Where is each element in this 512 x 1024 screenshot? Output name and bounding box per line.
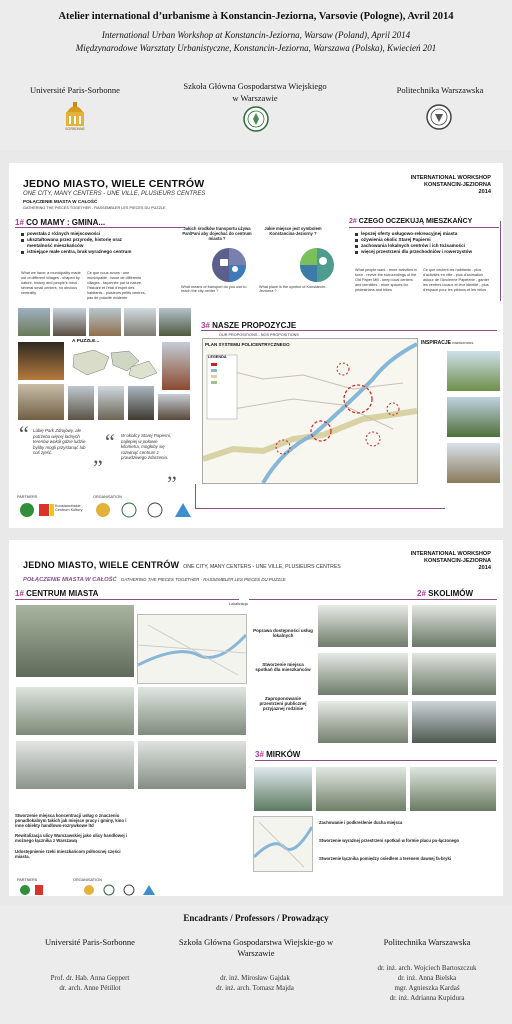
divider — [201, 330, 497, 331]
mirkow-note-3: Stworzenie łącznika pomiędzy osiedlem a terenem dawnej fa-bryki — [319, 856, 451, 861]
skolimow-render-5 — [317, 700, 409, 744]
board2-workshop-label: INTERNATIONAL WORKSHOP KONSTANCIN-JEZIORNA 2014 — [410, 551, 491, 571]
board1-subtitle-3: GATHERING THE PIECES TOGETHER - RASSEMBLER LES PIECES DU PUZZLE — [23, 206, 166, 210]
subtitle-polish: Międzynarodowe Warsztaty Urbanistyczne, Konstancin-Jeziorna, Warszawa (Polska), Kwiecień 201 — [75, 43, 437, 53]
centrum-note-1: Stworzenie miejsca koncentracji usług o znaczeniu ponadlokalnym takich jak miejsce pracy i gminy, kino i inne obiekty handlowo-rozrywkowe ltd — [15, 813, 127, 829]
survey-question-1-en: What means of transport do you use to reach the city center ? — [181, 285, 247, 293]
pw-seal-icon — [426, 104, 452, 130]
lokalizacja-label: Lokalizacja — [229, 602, 248, 606]
skolimow-render-1 — [317, 604, 409, 648]
photo-facade — [67, 385, 95, 421]
section-1-note-en: What we have: a municipality made out of different villages - shaped by nature, history and people's mind - several small centers, no obvious centrality — [21, 271, 81, 295]
organisation-label: ORGANISATION — [93, 495, 122, 499]
board2-section-2-heading: 2# SKOLIMÓW — [417, 589, 474, 598]
mirkow-location-map — [253, 816, 313, 872]
inspiracje-label: INSPIRACJE INSPIRATIONS — [421, 340, 474, 346]
centrum-note-2: Rewitalizacja ulicy Warszawskiej jako ulicy handlowej i możnego łącznika z Warszawą — [15, 833, 128, 844]
skolimow-photo — [411, 700, 497, 744]
centrum-location-map — [137, 614, 247, 684]
board1-title: JEDNO MIASTO, WIELE CENTRÓW — [23, 178, 205, 190]
mirkow-note-1: Zachowanie i podkreślenie ducha miejsca — [319, 820, 403, 825]
subtitle-english: International Urban Workshop at Konstancin-Jeziorna, Warsaw (Poland), April 2014 — [101, 30, 411, 40]
quote-close-icon: ” — [93, 455, 103, 480]
board1-subtitle: ONE CITY, MANY CENTERS - UNE VILLE, PLUSIEURS CENTRES — [23, 191, 206, 197]
divider — [195, 508, 445, 509]
centrum-render-2 — [137, 686, 247, 736]
transport-pie-icon — [209, 245, 249, 285]
organisation-logos — [95, 501, 195, 519]
section-1-heading: 1# CO MAMY : GMINA... — [15, 218, 106, 227]
partner-name: Konstancińskie Centrum Kultury — [55, 504, 83, 512]
centrum-render-4 — [137, 740, 247, 790]
symbol-pie-icon — [297, 245, 337, 285]
poster-title: Atelier international d’urbanisme à Konstancin-Jeziorna, Varsovie (Pologne), Avril 2014 — [58, 11, 454, 22]
skolimow-render-4 — [411, 652, 497, 696]
footer-university-sorbonne: Université Paris-Sorbonne — [45, 937, 135, 947]
skolimow-note-1: Poprawa dostępności usług lokalnych — [253, 628, 313, 638]
survey-question-2-en: What place is the symbol of Konstancin-Jeziorna ? — [259, 285, 327, 293]
divider — [349, 227, 499, 228]
mirkow-render-2 — [409, 766, 497, 812]
photo-ruins — [127, 385, 155, 421]
quote-open-icon: “ — [105, 429, 115, 454]
photo-path — [97, 385, 125, 421]
professors-heading: Encadrants / Professors / Prowadzący — [183, 913, 329, 923]
photo-park — [17, 307, 51, 337]
sggw-seal-icon — [243, 106, 269, 132]
poster-footer — [0, 905, 512, 1024]
organisation-label: ORGANISATION — [73, 878, 102, 882]
partners-label: PARTNERS — [17, 878, 38, 882]
quote-open-icon: “ — [19, 421, 29, 446]
sorbonne-logo-icon: SORBONNE — [62, 100, 88, 134]
partners-label: PARTNERS — [17, 495, 38, 499]
board2-title: JEDNO MIASTO, WIELE CENTRÓW ONE CITY, MANY CENTERS - UNE VILLE, PLUSIEURS CENTRES — [23, 560, 341, 570]
footer-university-sggw: Szkoła Główna Gospodarstwa Wiejskie-go w Warszawie — [178, 937, 334, 958]
board1-workshop-label: INTERNATIONAL WORKSHOP KONSTANCIN-JEZIORNA 2014 — [410, 175, 491, 195]
centrum-render-3 — [15, 740, 135, 790]
polycentric-plan-map — [202, 338, 418, 484]
section-2-note-en: What people want - more activities in town - revive the surroundings of the Old Paper Mill - keep local centers and identities - more spaces for pedestrians and bikes — [355, 268, 418, 292]
poster-header — [0, 0, 512, 150]
footer-university-pw: Politechnika Warszawska — [383, 937, 471, 947]
map-title: PLAN SYSTEMU POLICENTRYCZNEGO — [205, 342, 290, 347]
board2-logos — [19, 883, 179, 895]
photo-street — [123, 307, 157, 337]
survey-question-2: Jakie miejsce jest symbolem Konstancina-Jeziorny ? — [264, 226, 322, 236]
quote-close-icon: ” — [167, 471, 177, 496]
poster-board-2 — [9, 540, 503, 896]
footer-names-sggw: dr. inż. Mirosław Gajdak dr. inż. arch. Tomasz Majda — [216, 974, 294, 992]
inspiration-photo-2 — [446, 396, 501, 438]
inspiration-photo-1 — [446, 350, 501, 392]
skolimow-render-3 — [317, 652, 409, 696]
map-legend-label: LEGENDA — [208, 355, 227, 359]
board2-section-1-heading: 1# CENTRUM MIASTA — [15, 589, 99, 598]
board2-subtitle: POŁĄCZENIE MIASTA W CAŁOŚĆ GATHERING THE PIECES TOGETHER - RASSEMBLER LES PIECES DU PUZZLE — [23, 577, 286, 583]
mirkow-note-2: Stworzenie wyraźnej przestrzeni spotkań w formie placu po-łączonego — [319, 838, 460, 843]
photo-trees — [52, 307, 87, 337]
mirkow-aerial — [253, 766, 313, 812]
section-1-bullets: powstała z różnych miejscowości ukształtowana przez przyrodę, historię oraz mentalność mieszkańców istniejące małe centra, brak wyraźnego centrum — [21, 231, 141, 255]
survey-question-1: Jakich środków transportu używa Pan/Pani aby dojechać do centrum miasta ? — [182, 226, 252, 241]
mirkow-render-1 — [315, 766, 407, 812]
inspiration-photo-3 — [446, 442, 501, 484]
skolimow-render-2 — [411, 604, 497, 648]
divider — [249, 599, 497, 600]
puzzle-map-icon — [69, 347, 159, 381]
section-2-heading: 2# CZEGO OCZEKUJĄ MIESZKAŃCY — [349, 218, 473, 225]
centrum-note-3: Udostępnienie rzeki mieszkańcom północnej części miasta. — [15, 849, 121, 860]
skolimow-note-2: Stworzenie miejsca spotkań dla mieszkańców — [255, 662, 311, 672]
divider — [195, 484, 196, 508]
board2-section-3-heading: 3# MIRKÓW — [255, 750, 301, 759]
photo-villa — [158, 307, 192, 337]
board1-subtitle-pl: POŁĄCZENIE MIASTA W CAŁOŚĆ — [23, 199, 98, 204]
photo-chimney — [161, 341, 191, 391]
divider — [15, 599, 239, 600]
divider — [255, 760, 497, 761]
photo-interior — [17, 383, 65, 421]
puzzle-label: A PUZZLE... — [72, 339, 100, 344]
section-3-heading: 3# NASZE PROPOZYCJE — [201, 321, 297, 330]
photo-night-street — [17, 341, 65, 381]
centrum-aerial-render — [15, 604, 135, 678]
section-2-note-fr: Ce que veulent les habitants - plus d'activités en ville - plus d'animation autour de l'Ancienne Papeterie - garder les centres locaux et leur identité - plus d'espace pour les piétons et les vélos — [423, 268, 490, 292]
photo-building — [88, 307, 122, 337]
divider — [500, 221, 501, 301]
divider — [15, 227, 185, 228]
poster-board-1 — [9, 163, 503, 528]
section-2-bullets: lepszej oferty usługowo-rekreacyjnej miasta ożywienia okolic Starej Papierni zachowania lokalnych centrów i ich tożsamości więcej przestrzeni dla przechodniów i rowerzystów — [355, 231, 495, 255]
university-sorbonne: Université Paris-Sorbonne — [30, 85, 120, 95]
university-pw: Politechnika Warszawska — [396, 85, 484, 95]
university-sggw: Szkoła Główna Gospodarstwa Wiejskiego w Warszawie — [183, 81, 327, 103]
centrum-render-1 — [15, 686, 135, 736]
section-1-note-fr: Ce que nous avons : une municipalité - issue de différents villages - façonnée par la nature, l'histoire et l'état d'esprit des habitants - plusieurs petits centres, pas de polarité évidente — [87, 271, 146, 300]
resident-quote-1: Lubię Park Zdrojowy, ale potrzeba więcej ładnych terenów wokół gdzie ludzie byliby mogli przystanąć lub coś zjeść. — [33, 428, 86, 455]
skolimow-note-3: Zaproponowanie przestrzeni publicznej przyjaznej rodzinie — [259, 696, 307, 711]
footer-names-sorbonne: Prof. dr. Hab. Anna Geppert dr. arch. Anne Pétillot — [50, 974, 130, 992]
footer-names-pw: dr. inż. arch. Wojciech Bartoszczuk dr. inż. Anna Bielska mgr. Agnieszka Kardaś dr. inż. Adrianna Kupidura — [377, 964, 477, 1002]
photo-church — [157, 393, 191, 421]
section-3-sub: OUR PROPOSITIONS - NOS PROPOSITIONS — [219, 333, 299, 337]
resident-quote-2: W okolicy Starej Papierni, najlepiej w połowie kilometra, mogłoby się rozwinąć centrum z prawdziwego zdarzenia. — [121, 433, 172, 460]
